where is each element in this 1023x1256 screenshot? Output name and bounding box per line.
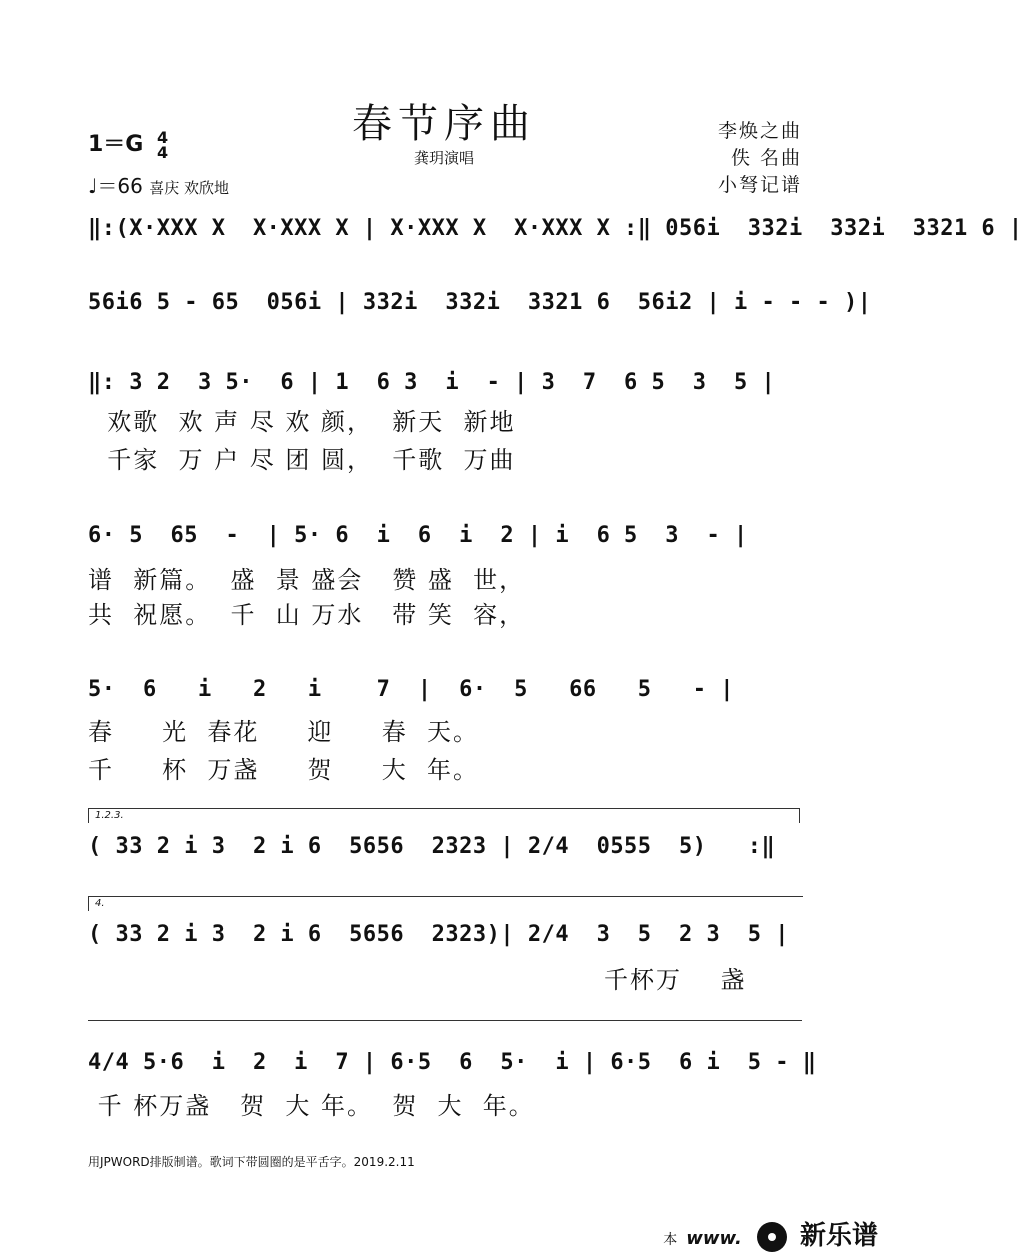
- page-title: 春节序曲: [352, 101, 536, 147]
- tempo-value: ♩＝66: [88, 174, 143, 198]
- site-watermark: [663, 1215, 878, 1252]
- lyric-line-8: 千 杯万盏 贺 大 年。 贺 大 年。: [88, 1092, 535, 1120]
- lyric-line-4b: 共 祝愿。 千 山 万水 带 笑 容，: [88, 601, 526, 629]
- time-top: 4: [157, 127, 169, 147]
- lyricist-credit: 佚 名曲: [730, 147, 802, 169]
- score-line-2: 56i6 5 - 65 056i | 332i 332i 3321 6 56i2 | i - - - )|: [88, 290, 872, 315]
- score-line-8: 4/4 5·6 i 2 i 7 | 6·5 6 5· i | 6·5 6 i 5 - ‖: [88, 1050, 817, 1075]
- score-line-1: ‖:(X·XXX X X·XXX X | X·XXX X X·XXX X :‖ 056i 332i 332i 3321 6 |: [88, 216, 1023, 241]
- watermark-prefix: 本: [663, 1232, 678, 1248]
- watermark-url: www.: [686, 1228, 742, 1249]
- volta-label-1: 1.2.3.: [95, 810, 124, 821]
- singer-credit: 龚玥演唱: [413, 149, 474, 167]
- score-line-3: ‖: 3 2 3 5· 6 | 1 6 3 i - | 3 7 6 5 3 5 |: [88, 370, 776, 395]
- lyric-line-3b: 千家 万 户 尽 团 圆， 千歌 万曲: [88, 446, 516, 474]
- section-divider: [88, 1020, 802, 1031]
- lyric-line-3a: 欢歌 欢 声 尽 欢 颜， 新天 新地: [88, 408, 516, 436]
- lyric-line-5b: 千 杯 万盏 贺 大 年。: [88, 756, 479, 784]
- tempo-marking: [88, 170, 229, 199]
- volta-bracket-2: [88, 896, 803, 911]
- score-line-5: 5· 6 i 2 i 7 | 6· 5 66 5 - |: [88, 677, 735, 702]
- composer-credit: 李焕之曲: [717, 120, 802, 142]
- transcriber-credit: 小弩记谱: [717, 174, 802, 196]
- volta-label-2: 4.: [95, 898, 105, 909]
- key-signature: [88, 127, 168, 160]
- time-signature: [157, 127, 169, 162]
- watermark-brand: 新乐谱: [799, 1221, 878, 1251]
- record-disc-icon: [757, 1222, 787, 1252]
- lyric-line-5a: 春 光 春花 迎 春 天。: [88, 718, 479, 746]
- volta-bracket-1: [88, 808, 800, 823]
- key-label: 1＝G: [88, 132, 144, 157]
- lyric-line-7: 千杯万 盏: [604, 966, 747, 994]
- lyric-line-4a: 谱 新篇。 盛 景 盛会 赞 盛 世，: [88, 566, 526, 594]
- time-bottom: 4: [157, 143, 169, 162]
- footer-note: 用JPWORD排版制谱。歌词下带圆圈的是平舌字。2019.2.11: [88, 1155, 415, 1169]
- score-line-4: 6· 5 65 - | 5· 6 i 6 i 2 | i 6 5 3 - |: [88, 523, 748, 548]
- tempo-expression: 喜庆 欢欣地: [149, 179, 230, 197]
- score-line-6: ( 33 2 i 3 2 i 6 5656 2323 | 2/4 0555 5) :‖: [88, 834, 776, 859]
- score-line-7: ( 33 2 i 3 2 i 6 5656 2323)| 2/4 3 5 2 3 5 |: [88, 922, 790, 947]
